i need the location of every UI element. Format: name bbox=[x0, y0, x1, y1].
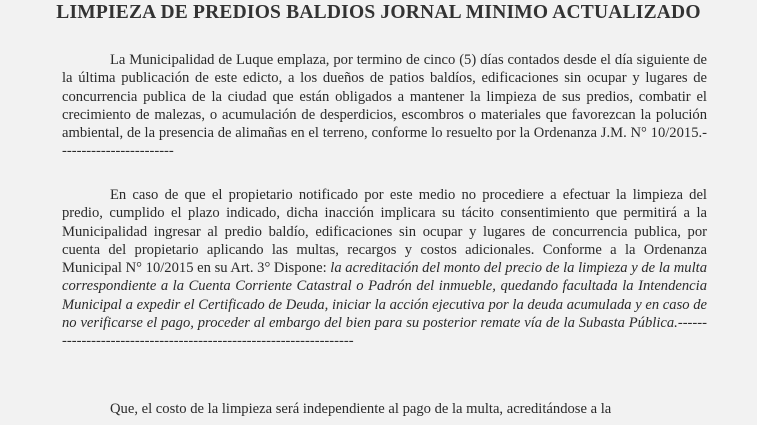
paragraph-emplazamiento: La Municipalidad de Luque emplaza, por termino de cinco (5) días contados desde el día siguiente de la última publicación de este edicto, a los dueños de patios baldíos, edificaciones sin ocupar y lugares de concurrencia publica de la ciudad que están obligados a mantener la limpieza de sus predios, combatir el crecimiento de malezas, o acumulación de desperdicios, escombros o materiales que favorezcan la polución ambiental, de la presencia de alimañas en el terreno, conforme lo resuelto por la Ordenanza J.M. N° 10/2015.------------------------ bbox=[62, 52, 707, 160]
document-title: LIMPIEZA DE PREDIOS BALDIOS JORNAL MINIMO ACTUALIZADO bbox=[56, 2, 701, 23]
paragraph-inaccion-dashes: ------------------------------------------------------------------ bbox=[62, 315, 707, 350]
paragraph-inaccion-text: En caso de que el propietario notificado por este medio no procediere a efectuar la limpieza del predio, cumplido el plazo indicado, dicha inacción implicara su tácito consentimiento que permitirá a la Municipalidad ingresar al predio baldío, edificaciones sin ocupar y lugares de concurrencia publica, por cuenta del propietario aplicando las multas, recargos y costos adicionales. Conforme a la Ordenanza Municipal N° 10/2015 en su Art. 3° Dispone: bbox=[62, 187, 707, 277]
paragraph-inaccion bbox=[62, 186, 707, 351]
paragraph-inaccion-italic: la acreditación del monto del precio de la limpieza y de la multa correspondiente a la Cuenta Corriente Catastral o Padrón del inmueble, quedando facultada la Intendencia Municipal a expedir el Certificado de Deuda, iniciar la acción ejecutiva por la deuda acumulada y en caso de no verificarse el pago, proceder al embargo del bien para su posterior remate vía de la Subasta Pública. bbox=[62, 260, 707, 332]
paragraph-costo: Que, el costo de la limpieza será independiente al pago de la multa, acreditándose a la bbox=[110, 401, 612, 417]
